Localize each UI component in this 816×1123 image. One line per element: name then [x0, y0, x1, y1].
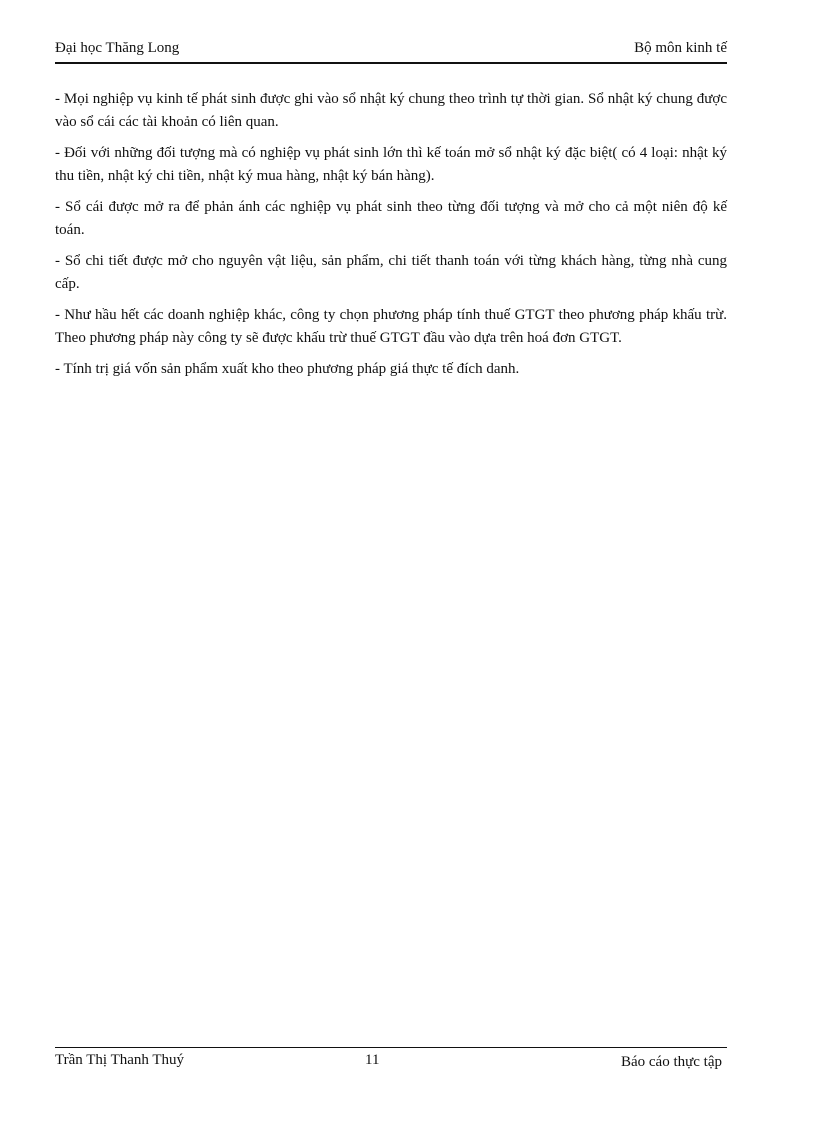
paragraph-subsidiary-ledgers: - Sổ chi tiết được mở cho nguyên vật liệu, sản phẩm, chi tiết thanh toán với từng khách hàng, từng nhà cung cấp. [55, 253, 727, 292]
header-institution: Đại học Thăng Long [55, 40, 180, 56]
paragraph-general-journal: - Mọi nghiệp vụ kinh tế phát sinh được ghi vào sổ nhật ký chung theo trình tự thời gian. Sổ nhật ký chung được vào sổ cái các tài khoản có liên quan. [55, 91, 727, 130]
paragraph-vat-method: - Như hầu hết các doanh nghiệp khác, công ty chọn phương pháp tính thuế GTGT theo phương pháp khấu trừ. Theo phương pháp này công ty sẽ được khấu trừ thuế GTGT đầu vào dựa trên hoá đơn GTGT. [55, 307, 727, 346]
paragraph-general-ledger: - Sổ cái được mở ra để phản ánh các nghiệp vụ phát sinh theo từng đối tượng và mở cho cả một niên độ kế toán. [55, 199, 727, 238]
footer-doc-type: Báo cáo thực tập [620, 1054, 722, 1070]
header-department: Bộ môn kinh tế [634, 40, 727, 56]
footer-author: Trần Thị Thanh Thuý [55, 1052, 185, 1068]
page-header [55, 38, 727, 64]
page-number: 11 [365, 1052, 380, 1068]
page-footer [55, 1047, 727, 1072]
page-body [55, 88, 727, 389]
paragraph-inventory-costing: - Tính trị giá vốn sản phẩm xuất kho theo phương pháp giá thực tế đích danh. [55, 361, 520, 377]
paragraph-special-journals: - Đối với những đối tượng mà có nghiệp vụ phát sinh lớn thì kế toán mở sổ nhật ký đặc biệt( có 4 loại: nhật ký thu tiền, nhật ký chi tiền, nhật ký mua hàng, nhật ký bán hàng). [55, 145, 727, 184]
